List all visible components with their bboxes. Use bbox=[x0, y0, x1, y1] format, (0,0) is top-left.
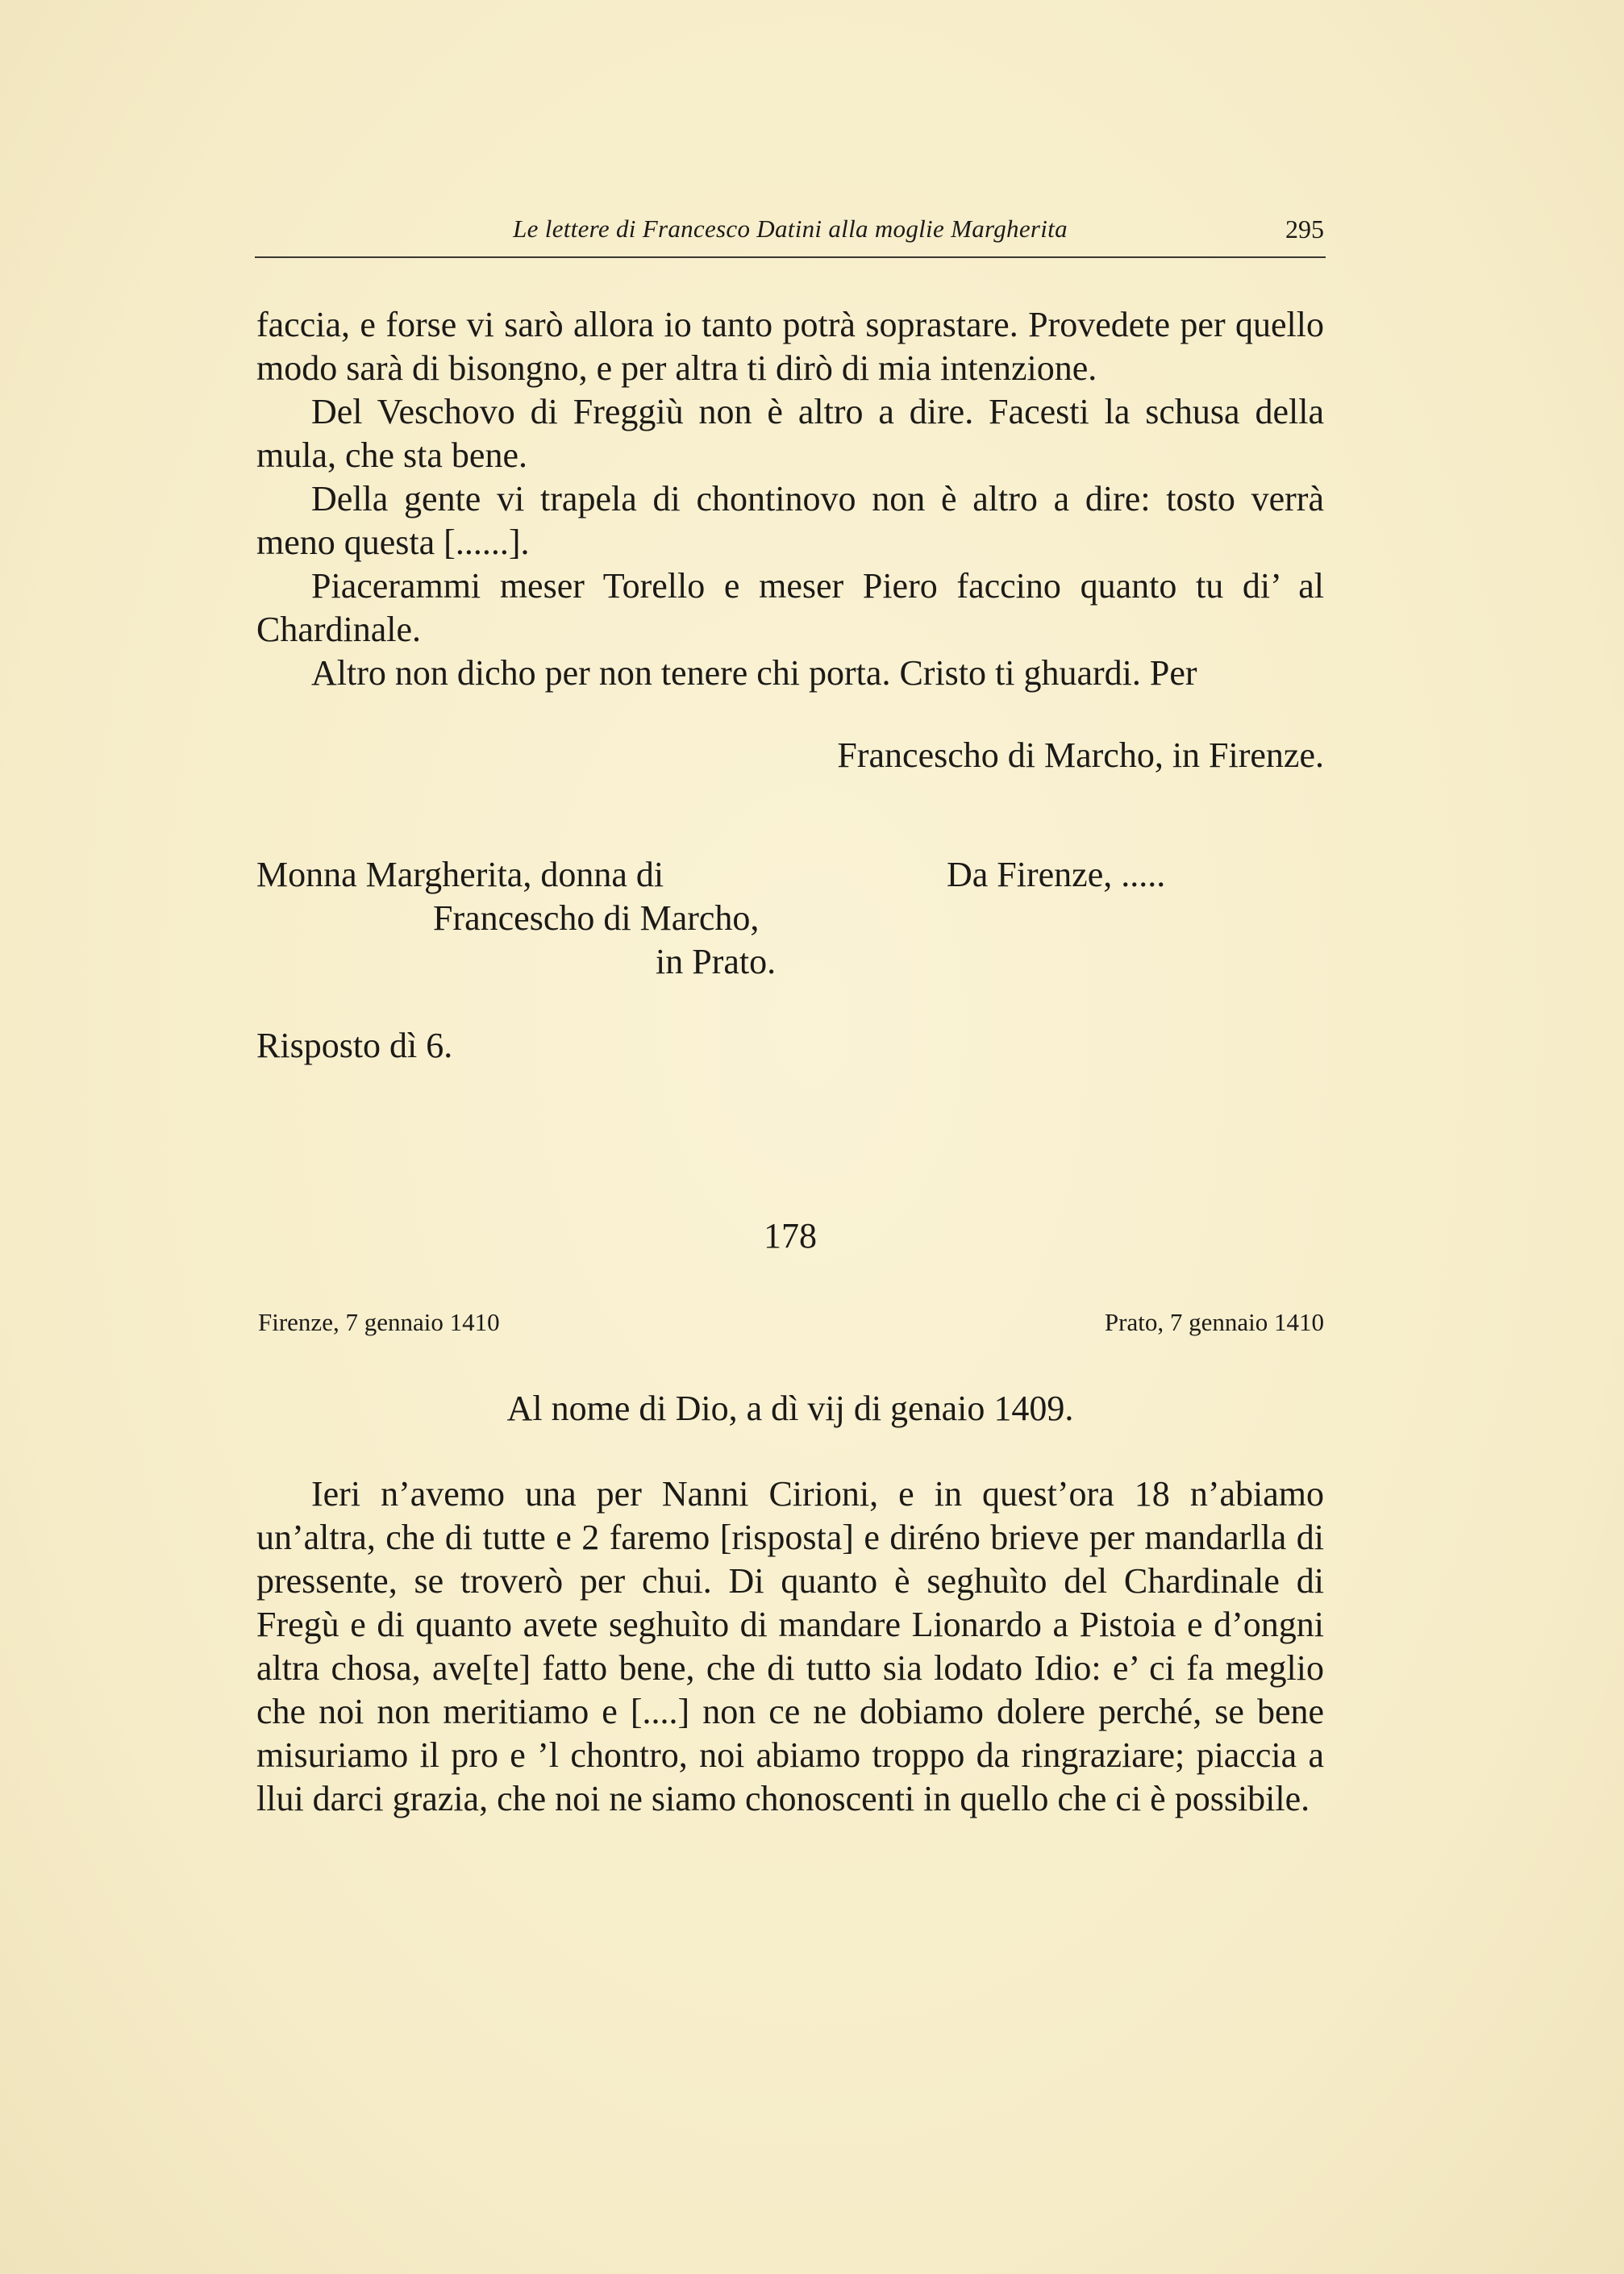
address-line-2: Francescho di Marcho, bbox=[433, 898, 760, 938]
page-number: 295 bbox=[1285, 214, 1324, 244]
signature: Francescho di Marcho, in Firenze. bbox=[837, 735, 1324, 775]
reply-note: Risposto dì 6. bbox=[256, 1026, 453, 1065]
paragraph: Della gente vi trapela di chontinovo non è altro a dire: tosto verrà meno questa [......]. bbox=[256, 479, 1324, 562]
paragraph: faccia, e forse vi sarò allora io tanto potrà soprastare. Provedete per quello modo sarà di bisongno, e per altra ti dirò di mia intenzione. bbox=[256, 305, 1324, 388]
salutation: Al nome di Dio, a dì vij di genaio 1409. bbox=[506, 1389, 1074, 1428]
address-line-3: in Prato. bbox=[656, 942, 777, 981]
page-header bbox=[255, 211, 1326, 258]
recipient-place-date: Prato, 7 gennaio 1410 bbox=[1104, 1308, 1324, 1336]
letter-continuation bbox=[256, 303, 1324, 695]
running-title: Le lettere di Francesco Datini alla moglie Margherita bbox=[513, 214, 1068, 243]
paragraph: Ieri n’avemo una per Nanni Cirioni, e in quest’ora 18 n’abiamo un’altra, che di tutte e 2 faremo [risposta] e diréno brieve per mandarlla di pressente, se troverò per chui. Di quanto è seghuìto del Chardinale di Fregù e di quanto avete seghuìto di mandare Lionardo a Pistoia e d’ongni altra chosa, ave[te] fatto bene, che di tutto sia lodato Idio: e’ ci fa meglio che noi non meritiamo e [....] non ce ne dobiamo dolere perché, se bene misuriamo il pro e ’l chontro, noi abiamo troppo da ringraziare; piaccia a llui darci grazia, che noi ne siamo chonoscenti in quello che ci è possibile. bbox=[256, 1474, 1324, 1818]
letter-number: 178 bbox=[764, 1216, 817, 1256]
origin-note: Da Firenze, ..... bbox=[947, 855, 1166, 894]
paragraph: Piacerammi meser Torello e meser Piero faccino quanto tu di’ al Chardinale. bbox=[256, 566, 1324, 649]
letter-body bbox=[256, 1472, 1324, 1821]
sender-place-date: Firenze, 7 gennaio 1410 bbox=[258, 1308, 500, 1336]
address-line-1: Monna Margherita, donna di bbox=[256, 855, 664, 894]
paragraph: Del Veschovo di Freggiù non è altro a dire. Facesti la schusa della mula, che sta bene. bbox=[256, 392, 1324, 475]
paragraph: Altro non dicho per non tenere chi porta. Cristo ti ghuardi. Per bbox=[311, 653, 1197, 693]
